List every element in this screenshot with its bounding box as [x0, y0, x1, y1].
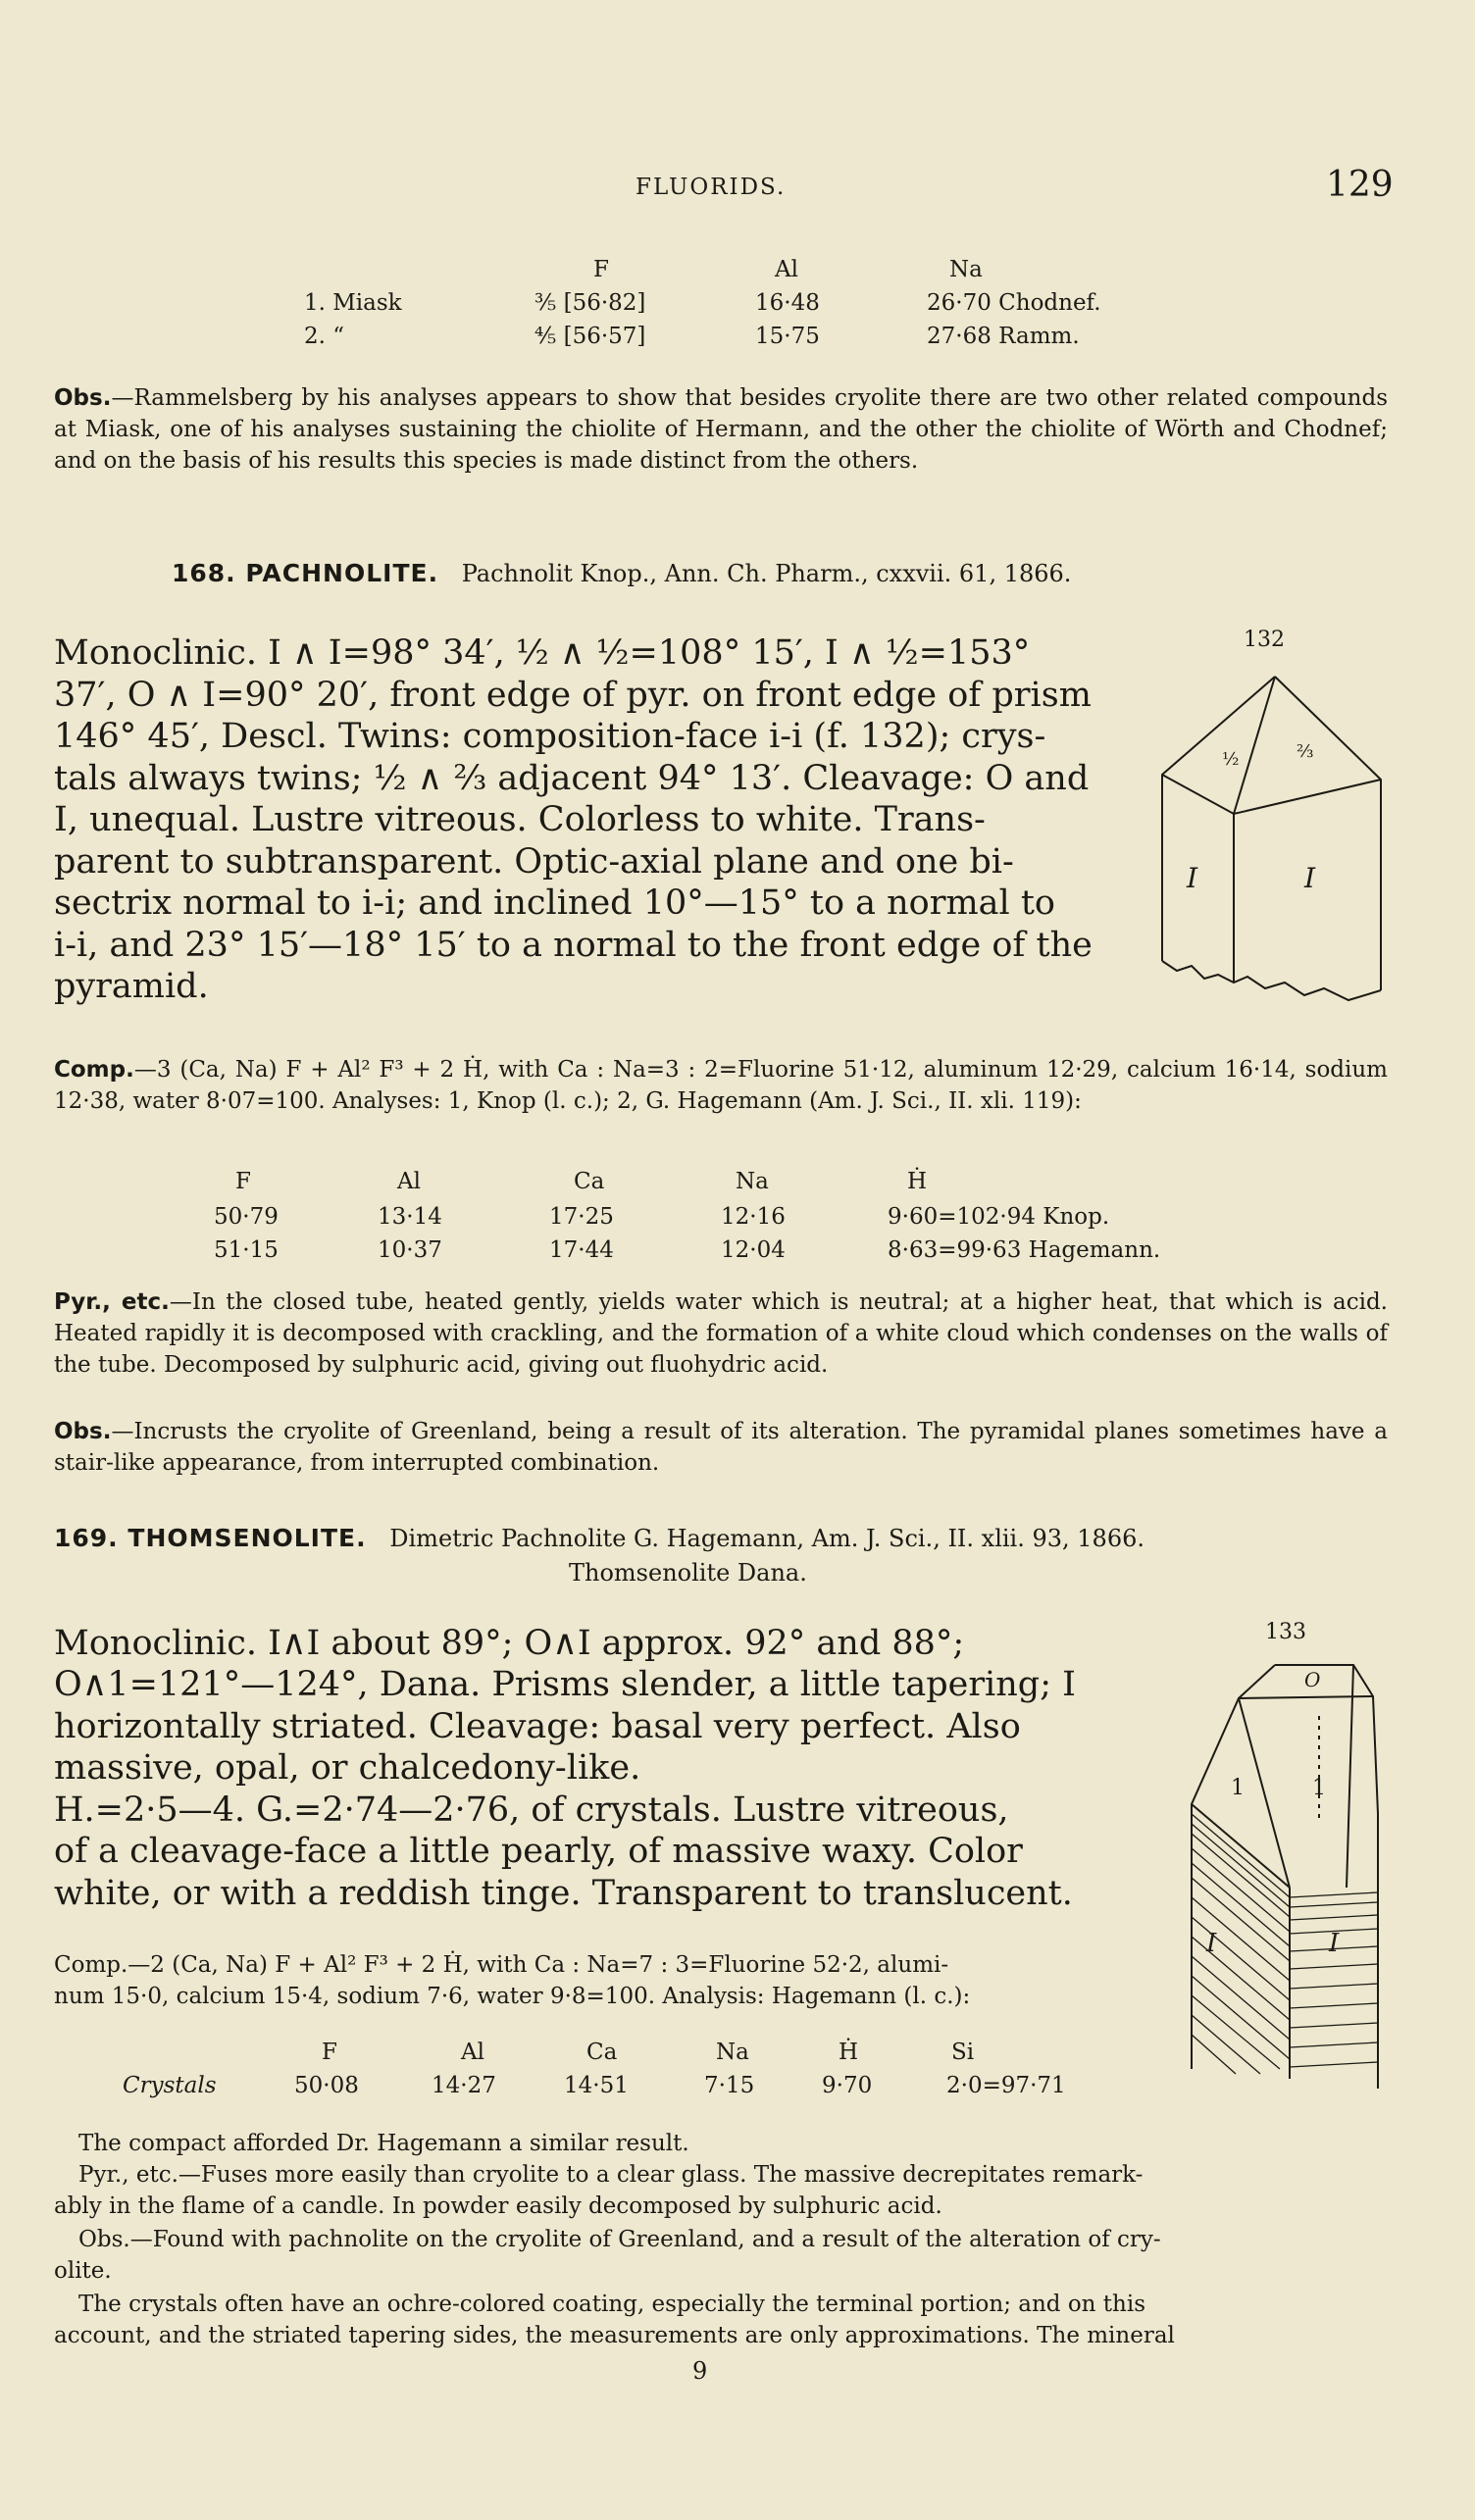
table-header: Al — [775, 257, 798, 282]
table-cell: 50·79 — [214, 1204, 279, 1230]
table-header: Ca — [574, 1169, 605, 1194]
svg-text:1: 1 — [1231, 1776, 1245, 1800]
text-line: horizontally striated. Cleavage: basal very perfect. Also — [54, 1707, 1021, 1746]
table-cell: 12·16 — [721, 1204, 786, 1230]
section-citation: Pachnolit Knop., Ann. Ch. Pharm., cxxvii. 61, 1866. — [461, 560, 1072, 587]
svg-text:I: I — [1304, 862, 1316, 894]
table-header: F — [235, 1169, 251, 1194]
text-line: i-i, and 23° 15′—18° 15′ to a normal to the front edge of the — [54, 926, 1093, 965]
table-cell: 27·68 Ramm. — [927, 324, 1080, 349]
figure-number: 133 — [1265, 1620, 1306, 1644]
comp-text: —3 (Ca, Na) F + Al² F³ + 2 Ḣ, with Ca : Na=3 : 2=Fluorine 51·12, aluminum 12·29, calcium 16·14, sodium 12·38, water 8·07=100. Analyses: 1, Knop (l. c.); 2, G. Hagemann (Am. J. Sci., II. xli. 119): — [54, 1057, 1388, 1114]
svg-text:1: 1 — [1312, 1776, 1326, 1800]
comp-label: Comp. — [54, 1057, 134, 1083]
table-cell: 51·15 — [214, 1237, 279, 1263]
table-cell: 8·63=99·63 Hagemann. — [888, 1237, 1161, 1263]
text-line: sectrix normal to i-i; and inclined 10°—15° to a normal to — [54, 883, 1055, 923]
svg-text:I: I — [1329, 1929, 1340, 1958]
table-header: Al — [461, 2040, 484, 2065]
signature-mark: 9 — [692, 2357, 708, 2385]
table-header: Na — [949, 257, 983, 282]
pachnolite-heading-line — [172, 559, 1071, 587]
pyr-paragraph — [54, 1286, 1388, 1381]
svg-text:⅔: ⅔ — [1297, 741, 1314, 762]
text-line: of a cleavage-face a little pearly, of massive waxy. Color — [54, 1832, 1023, 1871]
table-row-label: Crystals — [123, 2073, 217, 2098]
table-cell: ⅗ [56·82] — [534, 290, 646, 316]
table-cell: 2. “ — [304, 324, 345, 349]
table-cell: 14·27 — [432, 2073, 496, 2098]
text-line: pyramid. — [54, 967, 209, 1006]
text-line: 146° 45′, Descl. Twins: composition-face i-i (f. 132); crys- — [54, 717, 1046, 756]
section-heading: 169. THOMSENOLITE. — [54, 1524, 367, 1552]
table-cell: 50·08 — [294, 2073, 359, 2098]
svg-text:I: I — [1187, 862, 1198, 894]
table-cell: 7·15 — [704, 2073, 755, 2098]
text-line: O∧1=121°—124°, Dana. Prisms slender, a little tapering; I — [54, 1665, 1076, 1704]
text-line: massive, opal, or chalcedony-like. — [54, 1748, 641, 1788]
obs-paragraph — [54, 1416, 1388, 1479]
text-line: num 15·0, calcium 15·4, sodium 7·6, water 9·8=100. Analysis: Hagemann (l. c.): — [54, 1984, 971, 2009]
thomsenolite-heading-line — [54, 1524, 1144, 1552]
table-header: Ḣ — [839, 2040, 859, 2065]
text-line: olite. — [54, 2258, 112, 2284]
text-line: Obs.—Found with pachnolite on the cryolite of Greenland, and a result of the alteration of cry- — [78, 2227, 1161, 2252]
text-line: The compact afforded Dr. Hagemann a similar result. — [78, 2131, 689, 2156]
comp-paragraph — [54, 1054, 1388, 1117]
text-line: account, and the striated tapering sides, the measurements are only approximations. The mineral — [54, 2323, 1175, 2348]
table-cell: 17·25 — [549, 1204, 614, 1230]
table-header: Al — [397, 1169, 421, 1194]
obs-text: —Incrusts the cryolite of Greenland, being a result of its alteration. The pyramidal planes sometimes have a stair-like appearance, from interrupted combination. — [54, 1419, 1388, 1476]
table-header: Si — [951, 2040, 975, 2065]
obs-text: —Rammelsberg by his analyses appears to show that besides cryolite there are two other related compounds at Miask, one of his analyses sustaining the chiolite of Hermann, and the other the chiolite of Wörth and Chodnef; and on the basis of his results this species is made distinct from the others. — [54, 385, 1388, 474]
text-line: Comp.—2 (Ca, Na) F + Al² F³ + 2 Ḣ, with Ca : Na=7 : 3=Fluorine 52·2, alumi- — [54, 1952, 949, 1978]
text-line: H.=2·5—4. G.=2·74—2·76, of crystals. Lustre vitreous, — [54, 1790, 1009, 1830]
table-cell: 10·37 — [378, 1237, 442, 1263]
table-cell: 17·44 — [549, 1237, 614, 1263]
text-line: parent to subtransparent. Optic-axial plane and one bi- — [54, 842, 1014, 882]
table-cell: ⅘ [56·57] — [534, 324, 646, 349]
table-header: Ca — [586, 2040, 618, 2065]
section-heading: 168. PACHNOLITE. — [172, 559, 439, 587]
table-cell: 12·04 — [721, 1237, 786, 1263]
svg-text:I: I — [1206, 1929, 1217, 1958]
table-cell: 15·75 — [755, 324, 820, 349]
obs-label: Obs. — [54, 1419, 112, 1444]
table-cell: 9·70 — [822, 2073, 873, 2098]
text-line: tals always twins; ½ ∧ ⅔ adjacent 94° 13′. Cleavage: O and — [54, 759, 1090, 798]
text-line: Monoclinic. I∧I about 89°; O∧I approx. 92° and 88°; — [54, 1624, 965, 1663]
text-line: Monoclinic. I ∧ I=98° 34′, ½ ∧ ½=108° 15′, I ∧ ½=153° — [54, 633, 1031, 673]
figure-number: 132 — [1244, 628, 1285, 652]
crystal-figure-132 — [1157, 667, 1393, 1020]
text-line: The crystals often have an ochre-colored coating, especially the terminal portion; and on this — [78, 2292, 1146, 2317]
obs-label: Obs. — [54, 385, 112, 411]
text-line: 37′, O ∧ I=90° 20′, front edge of pyr. on front edge of prism — [54, 676, 1092, 715]
table-cell: 26·70 Chodnef. — [927, 290, 1101, 316]
table-header: F — [322, 2040, 337, 2065]
section-citation: Dimetric Pachnolite G. Hagemann, Am. J. Sci., II. xlii. 93, 1866. — [389, 1525, 1144, 1552]
text-line: ably in the flame of a candle. In powder easily decomposed by sulphuric acid. — [54, 2193, 942, 2219]
table-cell: 9·60=102·94 Knop. — [888, 1204, 1110, 1230]
table-cell: 14·51 — [564, 2073, 629, 2098]
svg-text:O: O — [1304, 1668, 1321, 1691]
table-cell: 2·0=97·71 — [946, 2073, 1066, 2098]
text-line: Pyr., etc.—Fuses more easily than cryolite to a clear glass. The massive decrepitates remark- — [78, 2162, 1144, 2188]
crystal-figure-133 — [1182, 1657, 1393, 2098]
table-header: Ḣ — [907, 1169, 928, 1194]
table-cell: 1. Miask — [304, 290, 402, 316]
pyr-label: Pyr., etc. — [54, 1289, 170, 1315]
table-cell: 16·48 — [755, 290, 820, 316]
svg-text:½: ½ — [1222, 749, 1240, 770]
table-header: Na — [716, 2040, 749, 2065]
table-header: F — [593, 257, 609, 282]
pyr-text: —In the closed tube, heated gently, yields water which is neutral; at a higher heat, that which is acid. Heated rapidly it is decomposed with crackling, and the formation of a white cloud which condenses on the walls of the tube. Decomposed by sulphuric acid, giving out fluohydric acid. — [54, 1289, 1388, 1378]
obs-paragraph — [54, 382, 1388, 477]
table-header: Na — [736, 1169, 769, 1194]
text-line: I, unequal. Lustre vitreous. Colorless to white. Trans- — [54, 800, 986, 839]
section-citation-2: Thomsenolite Dana. — [569, 1559, 807, 1587]
table-cell: 13·14 — [378, 1204, 442, 1230]
text-line: white, or with a reddish tinge. Transparent to translucent. — [54, 1874, 1073, 1913]
running-title: FLUORIDS. — [636, 175, 787, 200]
page-number: 129 — [1326, 165, 1394, 205]
